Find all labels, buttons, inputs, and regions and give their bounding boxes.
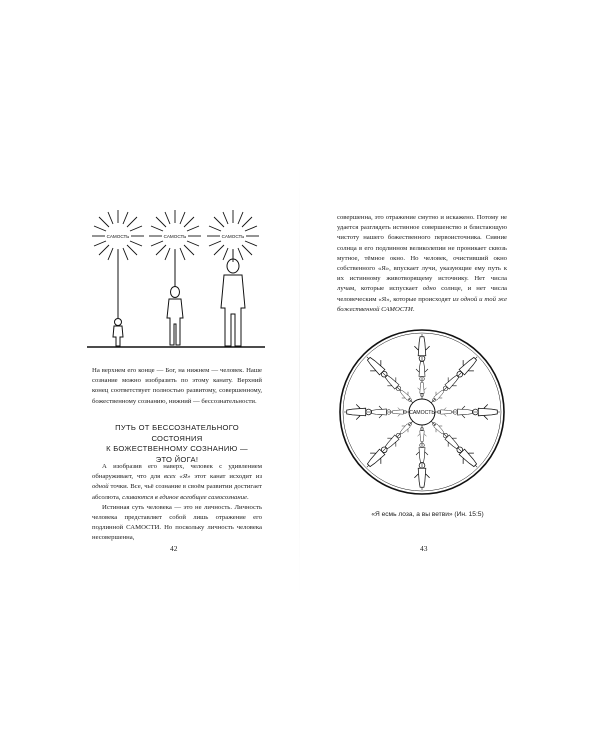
mandala-figure-ray — [361, 416, 418, 473]
section-heading — [92, 423, 262, 465]
mandala-figure-ray — [426, 351, 483, 408]
mandala-center-label: САМОСТЬ — [409, 410, 435, 416]
three-figures-illustration — [85, 196, 265, 356]
mandala-figure-ray — [435, 404, 500, 419]
sun-label: САМОСТЬ — [163, 234, 187, 239]
heading-line: ПУТЬ ОТ БЕССОЗНАТЕЛЬНОГО СОСТОЯНИЯ — [115, 423, 239, 443]
paragraph-3: Истинная суть человека — это не личность. Личность человека представляет собой лишь отражение его подлинной САМОСТИ. Но поскольку личность человека несовершенна, — [92, 503, 262, 542]
medium-human-figure-icon — [167, 287, 183, 346]
paragraph-text: На верхнем его конце — Бог, на нижнем — человек. Наше сознание можно изобразить по этому канату. Верхний конец соответствует полностью развитому, совершенному, божественному сознанию, нижний — бессознательности. — [92, 367, 262, 405]
large-human-figure-icon — [221, 259, 245, 346]
page-number: 42 — [170, 544, 178, 553]
paragraph-text: совершенна, это отражение смутно и искажено. Потому не удается разглядеть истинное совершенство и блистающую чистоту нашего божественного первоисточника. Сияние солнца в его подлинном великолепии не проникает сквозь мутное, тёмное окно. Но человек, очистивший окно собственного «Я», впускает лучи, указующие ему путь к их истинному животворящему источнику. Нет числа лучам, которые испускает одно солнце, и нет числа человеческим «Я», которые происходят из одной и той же божественной САМОСТИ. — [337, 214, 508, 313]
left-paragraphs — [92, 462, 262, 544]
mandala-figure-ray — [426, 416, 483, 473]
figure-caption: «Я есмь лоза, а вы ветви» (Ин. 15:5) — [371, 511, 484, 518]
left-paragraph-1 — [92, 366, 262, 407]
mandala-figure-ray — [361, 351, 418, 408]
paragraph-2: А изобразив его наверх, человек с удивлением обнаруживает, что для всех «Я» этот канат исходит из одной точки. Все, чьё сознание в своём развитии достигает абсолюта, сливаются в единое всеобщее самосознание. — [92, 463, 262, 501]
mandala-figure-ray — [344, 404, 409, 419]
right-paragraph — [337, 213, 507, 315]
sun-label: САМОСТЬ — [106, 234, 130, 239]
heading-line: ЭТО ЙОГА! — [155, 454, 199, 464]
small-human-figure-icon — [113, 319, 123, 347]
mandala-figure-ray — [414, 425, 429, 490]
sun-label: САМОСТЬ — [221, 234, 245, 239]
mandala-figure-ray — [414, 334, 429, 399]
page-number: 43 — [420, 544, 428, 553]
figures-mandala-illustration — [338, 328, 506, 496]
heading-line: К БОЖЕСТВЕННОМУ СОЗНАНИЮ — — [106, 444, 248, 453]
